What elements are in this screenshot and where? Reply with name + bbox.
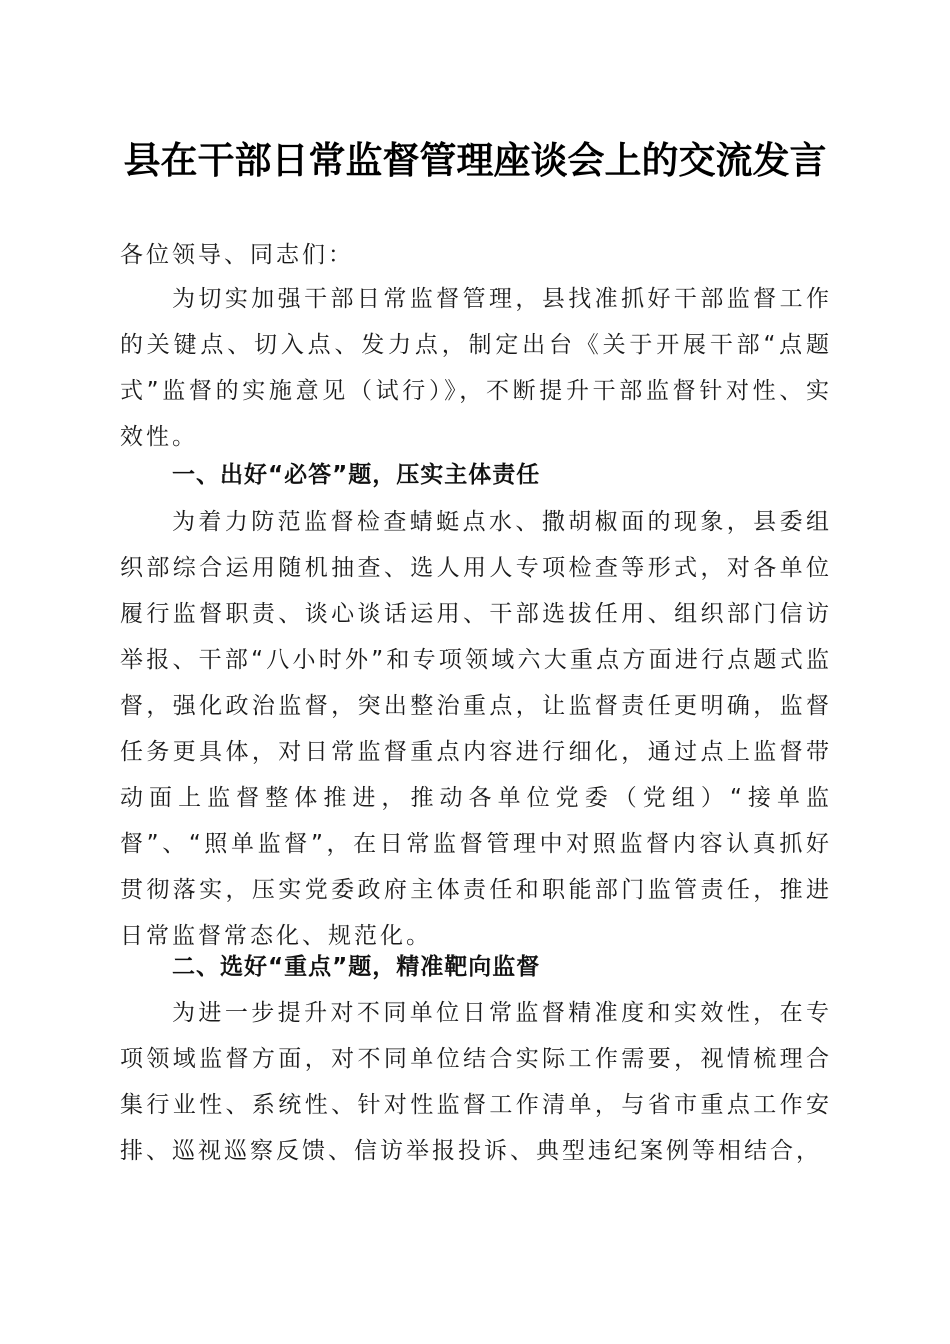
paragraph-section-1: 为着力防范监督检查蜻蜓点水、撒胡椒面的现象，县委组织部综合运用随机抽查、选人用人专项检查等形式，对各单位履行监督职责、谈心谈话运用、干部选拔任用、组织部门信访举报、干部“八小时外”和专项领域六大重点方面进行点题式监督，强化政治监督，突出整治重点，让监督责任更明确，监督任务更具体，对日常监督重点内容进行细化，通过点上监督带动面上监督整体推进，推动各单位党委（党组）“接单监督”、“照单监督”，在日常监督管理中对照监督内容认真抓好贯彻落实，压实党委政府主体责任和职能部门监管责任，推进日常监督常态化、规范化。 [120,509,832,949]
section-heading-2: 二、选好“重点”题，精准靶向监督 [172,954,541,980]
document-title: 县在干部日常监督管理座谈会上的交流发言 [123,138,827,182]
paragraph-intro: 为切实加强干部日常监督管理，县找准抓好干部监督工作的关键点、切入点、发力点，制定出台《关于开展干部“点题式”监督的实施意见（试行）》，不断提升干部监督针对性、实效性。 [120,286,832,450]
paragraph-section-2: 为进一步提升对不同单位日常监督精准度和实效性，在专项领域监督方面，对不同单位结合实际工作需要，视情梳理合集行业性、系统性、针对性监督工作清单，与省市重点工作安排、巡视巡察反馈、信访举报投诉、典型违纪案例等相结合， [120,1000,832,1164]
section-heading-1: 一、出好“必答”题，压实主体责任 [172,462,541,488]
salutation: 各位领导、同志们： [120,242,354,268]
